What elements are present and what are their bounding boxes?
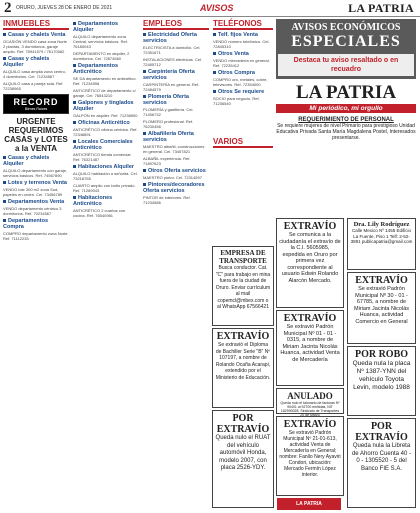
classified-ad: VENDO mercadería en general. Ref. 72235412 — [213, 58, 270, 68]
classified-ad: ALQUILO casa amplia zona centro, 4 dormitorios. Cel. 71234567 — [3, 69, 66, 79]
section-inmuebles: INMUEBLES — [3, 19, 69, 30]
bullet-icon — [73, 196, 76, 199]
bullet-icon — [143, 183, 146, 186]
classified-ad: OCASIÓN VENDO casa zona Norte 2 plantas, 3 dormitorios, garaje amplio. Ref. 75941579 / 76170082 — [3, 39, 68, 54]
category-heading — [3, 155, 69, 167]
bullet-icon — [213, 52, 216, 55]
ext2-text: Se extravió Padrón Municipal Nº 01 - 01 - 0315, a nombre de Miriam Jacinta Nicolás Huanca, actividad Venta de Mercadería — [280, 324, 340, 363]
bullet-icon — [143, 33, 146, 36]
brand-slogan: Mi periódico, mi orgullo — [276, 104, 416, 113]
extravio-diploma-ad — [212, 328, 274, 408]
bullet-icon — [143, 169, 146, 172]
right-promo — [276, 19, 416, 141]
category-heading — [73, 21, 139, 33]
extravio-padron2-ad — [347, 272, 416, 344]
category-heading — [73, 139, 139, 151]
por-robo-ad — [347, 346, 416, 416]
header-section: AVISOS — [200, 3, 234, 13]
category-label: Telf. fijos Venta — [218, 32, 258, 38]
category-label: Pintores/decoradores Oferta servicios — [143, 182, 205, 194]
category-label: Otros Compra — [218, 70, 255, 76]
banner-line2: ESPECIALES — [291, 33, 401, 50]
category-label: Locales Comerciales Anticrético — [73, 139, 133, 151]
req-text: Se requiere mujeres de nivel Primario para prestigioso Unidad Educativa Privada Santa María Magdalena Postel, Interesados presentarse. — [276, 123, 416, 141]
page-number: 2 — [4, 0, 12, 16]
category-heading — [3, 199, 69, 205]
category-heading — [73, 120, 139, 126]
classified-ad: SE DA departamento en anticrético. Ref. 71234598 — [73, 76, 137, 86]
bullet-icon — [73, 101, 76, 104]
col-inmuebles — [3, 19, 69, 243]
empresa-title: EMPRESA DE TRANSPORTE — [219, 249, 267, 265]
category-heading — [143, 94, 209, 106]
banner-line1: AVISOS ECONÓMICOS — [291, 22, 401, 33]
porext2-title: POR EXTRAVÍO — [355, 421, 408, 443]
category-label: Electricidad Oferta servicios — [143, 32, 197, 44]
classified-ad: CUARTO amplio con baño privado. Ref. 71289043 — [73, 183, 136, 193]
category-label: Departamentos Venta — [8, 199, 65, 205]
section-empleos: EMPLEOS — [143, 19, 209, 30]
category-heading — [73, 195, 139, 207]
anul-title: ANULADO — [287, 391, 333, 401]
category-label: Galpones y tinglados Alquiler — [73, 100, 134, 112]
category-heading — [143, 182, 209, 194]
empresa-text: Busca conductor. Cat. "C" para trabajo en mina fuera de la ciudad de Oruro. Enviar currículum al mail copemcl@mbex.com o al WhatsApp 67566421 — [215, 265, 271, 310]
category-label: Plomería Oferta servicios — [143, 94, 189, 106]
classified-ad: MAESTRO pintor. Cel. 72314597 — [143, 175, 202, 180]
dra-ad — [347, 218, 416, 270]
bullet-icon — [143, 95, 146, 98]
ext2-title: EXTRAVÍO — [283, 313, 337, 324]
record-sub: Bienes Raíces — [24, 107, 48, 111]
category-heading — [3, 218, 69, 230]
extravio1-title: EXTRAVÍO — [216, 331, 270, 342]
category-heading — [143, 131, 209, 143]
classified-ad: VENDO departamento céntrico 3 dormitorios. Ref. 70234567 — [3, 206, 62, 216]
ext4-title: EXTRAVÍO — [283, 419, 337, 430]
porext-text: Queda nulo el RUAT del vehículo automóvil Honda, modelo 2007, con placa 2526-YDY. — [215, 435, 271, 471]
category-heading — [213, 70, 273, 76]
footer-logo: LA PATRIA — [277, 498, 341, 510]
category-label: Oficinas Anticrético — [78, 120, 130, 126]
ext3-text: Se extravió Padrón Municipal Nº 30 - 01 - 67785, a nombre de Miriam Jacinta Nicolás Huanca, actividad Comercio en General — [353, 286, 409, 325]
category-label: Otros Se requiere — [218, 89, 265, 95]
classified-ad: ANTICRÉTICO tienda comercial. Ref. 76321487 — [73, 152, 132, 162]
classified-ad: CARPINTERÍA en general. Ref. 72484579 — [143, 82, 200, 92]
header-date: ORURO, JUEVES 28 DE ENERO DE 2021 — [16, 5, 113, 11]
category-heading — [213, 51, 273, 57]
classified-ad: PLOMERÍA y gasfitería. Cel. 71456732 — [143, 107, 194, 117]
record-ad — [3, 94, 69, 114]
dra-text: Calle Mexico Nº 1455 Edificio La Fuente, Piso 1 Telf: 2-52-3891 publicapatria@gmail.com — [350, 228, 413, 244]
category-label: Departamentos Anticrético — [73, 63, 119, 75]
extravio-ci-ad — [276, 218, 344, 308]
col-telefonos — [213, 19, 273, 108]
classified-ad: VENDO lote 300 m2 zona Sud, papeles en orden. Cel. 73456789 — [3, 187, 63, 197]
classified-ad: DEPARTAMENTO en alquiler, 2 dormitorios. Cel. 72874560 — [73, 51, 130, 61]
category-label: Otros Oferta servicios — [148, 168, 206, 174]
classified-ad: ELECTRICISTA a domicilio. Cel. 72351671 — [143, 45, 201, 55]
brand-block — [276, 82, 416, 113]
classified-ad: VENDO número telefónico. Cel. 72845310 — [213, 39, 270, 49]
porext-title: POR EXTRAVÍO — [216, 413, 270, 435]
requerimiento-ad — [276, 117, 416, 141]
category-label: Departamentos Compra — [3, 218, 49, 230]
category-label: Albañilería Oferta servicios — [143, 131, 194, 143]
section-telefonos: TELÉFONOS — [213, 19, 273, 30]
classified-ad: ANTICRÉTICO 2 cuartos con cocina. Ref. 76540981 — [73, 208, 126, 218]
banner-line3: Destaca tu aviso resaltado o en recuadro — [278, 54, 414, 76]
category-heading — [73, 100, 139, 112]
bullet-icon — [143, 132, 146, 135]
category-heading — [143, 168, 209, 174]
classified-ad: ANTICRÉTICO oficina céntrica. Ref. 72348891 — [73, 127, 138, 137]
bullet-icon — [73, 140, 76, 143]
classified-ad: INSTALACIONES eléctricas. Cel. 72485712 — [143, 57, 203, 67]
bullet-icon — [3, 33, 6, 36]
category-label: Habitaciones Anticrético — [73, 195, 113, 207]
category-heading — [73, 63, 139, 75]
porext2-text: Queda nula la Libreta de Ahorro Cuenta 40 - 0 - 1305520 - 5 del Banco FIE S.A. — [351, 443, 412, 472]
bullet-icon — [3, 219, 6, 222]
section-varios: VARIOS — [213, 137, 273, 148]
category-heading — [3, 32, 69, 38]
record-title: RECORD — [13, 97, 59, 107]
bullet-icon — [213, 90, 216, 93]
bullet-icon — [3, 156, 6, 159]
bullet-icon — [73, 64, 76, 67]
empresa-transporte-ad — [212, 246, 274, 326]
category-label: Habitaciones Alquiler — [78, 164, 135, 170]
urgente-ad: URGENTE REQUERIMOS CASAS y LOTES a la VENTA — [4, 117, 68, 153]
por-extravio-ruat-ad — [212, 410, 274, 508]
category-heading — [3, 56, 69, 68]
brand-logo: LA PATRIA — [295, 82, 397, 103]
anul-text: Queda nulo el talonario de facturas Nº 90401 al 92700 emitidas, NIT 162993028. Sindicato de Transportes 20 de Marzo — [280, 401, 340, 417]
robo-title: POR ROBO — [354, 349, 409, 360]
dra-title: Dra. Lily Rodríguez — [353, 221, 410, 228]
classified-ad: GALPÓN en alquiler. Ref. 71238900 — [73, 113, 138, 118]
ext1-text: Se comunica a la ciudadanía el extravío de la C.I. 5605985, expedida en Oruro por primera vez correspondiente al usuario Edwin Rolando Alarcón Mercado. — [279, 232, 341, 284]
classified-ad: ALQUILO departamento con garaje, servicios básicos. Ref. 74567890 — [3, 168, 68, 178]
category-heading — [3, 180, 69, 186]
extravio-padron3-ad — [276, 416, 344, 496]
category-label: Otros Venta — [218, 51, 249, 57]
bullet-icon — [73, 165, 76, 168]
category-heading — [213, 32, 273, 38]
bullet-icon — [213, 71, 216, 74]
category-label: Casas y chalets Venta — [8, 32, 66, 38]
classified-ad: ALQUILO casa a pareja sola. Ref. 72238965 — [3, 81, 64, 91]
classified-ad: ALBAÑIL experiencia. Ref. 71897623 — [143, 156, 191, 166]
bullet-icon — [3, 200, 6, 203]
classified-ad: ALQUILO habitación a señorita. Cel. 73218765 — [73, 171, 138, 181]
col-empleos — [143, 19, 209, 207]
category-label: Casas y chalets Alquiler — [3, 56, 50, 68]
classified-ad: ANTICRÉTICO de departamento c/ garaje. Cel. 76543210 — [73, 88, 136, 98]
ext1-title: EXTRAVÍO — [283, 221, 337, 232]
category-heading — [213, 89, 273, 95]
category-label: Lotes y terrenos Venta — [8, 180, 67, 186]
bullet-icon — [73, 22, 76, 25]
classified-ad: PLOMERO profesional. Ref. 76230456 — [143, 119, 194, 129]
anulado-ad — [276, 388, 344, 417]
bullet-icon — [73, 121, 76, 124]
category-label: Casas y chalets Alquiler — [3, 155, 50, 167]
classified-ad: COMPRO departamento zona Norte. Ref. 71112233 — [3, 231, 69, 241]
robo-text: Queda nula la placa Nº 1387-YNN del vehículo Toyota Levin, modelo 1988 — [352, 360, 411, 391]
classified-ad: PINTOR de interiores. Ref. 71234586 — [143, 195, 191, 205]
category-heading — [143, 69, 209, 81]
extravio1-text: Se extravió el Diploma de Bachiller Serie "B" Nº 107197, a nombre de Rolando Ocaña Acarapi, extendido por el Ministerio de Educación. — [215, 342, 271, 381]
bullet-icon — [143, 70, 146, 73]
bullet-icon — [3, 181, 6, 184]
category-label: Carpintería Oferta servicios — [143, 69, 195, 81]
req-title: REQUERIMIENTO DE PERSONAL — [298, 117, 394, 123]
bullet-icon — [3, 57, 6, 60]
classified-ad: MAESTRO albañil, construcciones en general. Cel. 73457821 — [143, 144, 205, 154]
ext3-title: EXTRAVÍO — [355, 275, 408, 286]
por-extravio-libreta-ad — [347, 418, 416, 508]
col-departamentos — [73, 19, 139, 220]
classified-ad: SOCIO para negocio. Ref. 71236540 — [213, 96, 260, 106]
extravio-padron1-ad — [276, 310, 344, 386]
classified-ad: ALQUILO departamento zona Central, servicios básicos. Ref. 76180043 — [73, 34, 128, 49]
header-logo: LA PATRIA — [348, 1, 414, 15]
classified-ad: COMPRO oro, metales, cobre, televisores. Ref. 72354000 — [213, 77, 268, 87]
category-label: Departamentos Alquiler — [73, 21, 119, 33]
bullet-icon — [213, 33, 216, 36]
category-heading — [73, 164, 139, 170]
page-header — [0, 0, 420, 17]
ext4-text: Se extravió Padrón Municipal Nº 21-01-613, actividad Venta de Mercadería en General; nombre: Fanilo Nery Ayaviri Condori, ubicación: Mercado Fermín López interior. — [279, 430, 341, 478]
category-heading — [143, 32, 209, 44]
promo-banner — [276, 19, 416, 79]
